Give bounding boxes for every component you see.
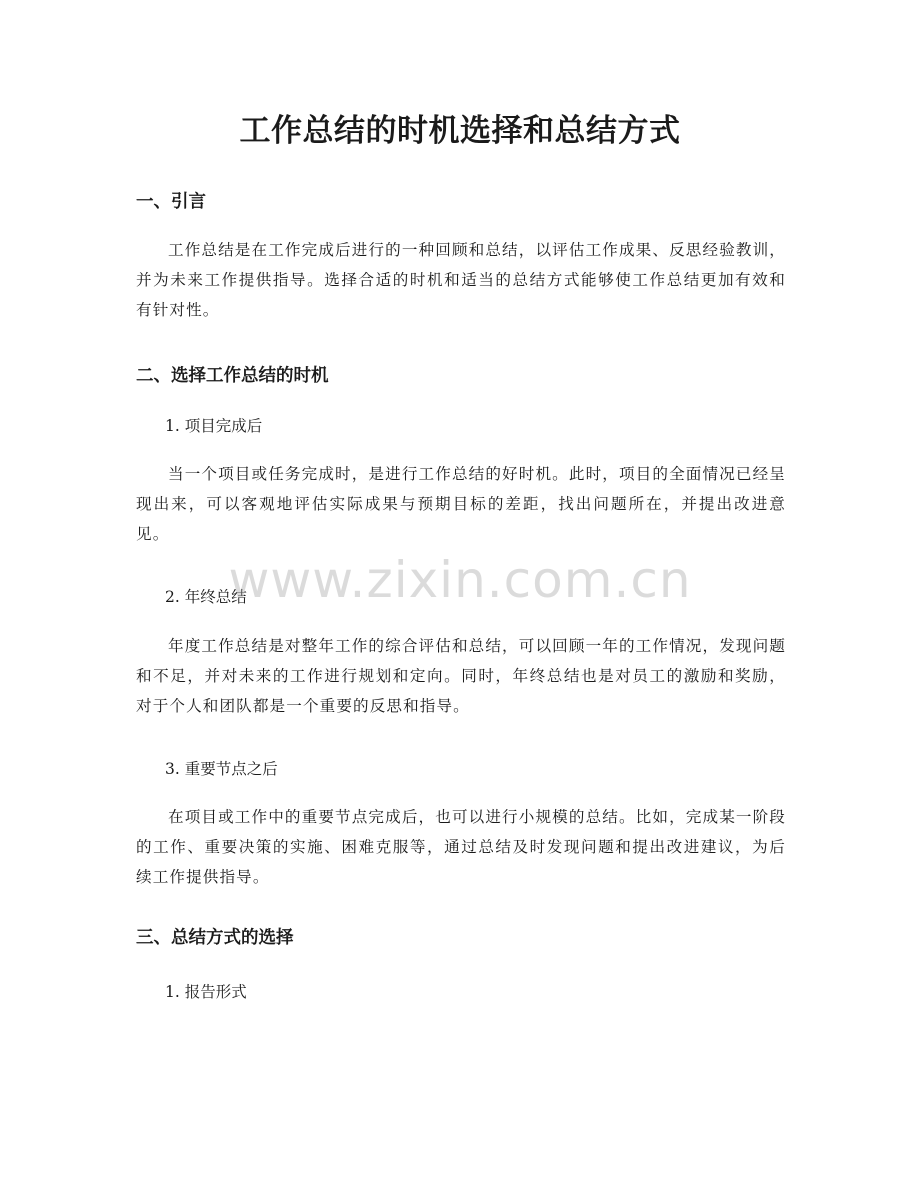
watermark: www.zixin.com.cn [228,551,692,609]
list-item-report-form: 1. 报告形式 [165,983,247,1001]
document-title: 工作总结的时机选择和总结方式 [239,113,681,149]
paragraph-year-end: 年度工作总结是对整年工作的综合评估和总结，可以回顾一年的工作情况，发现问题和不足，并对未来的工作进行规划和定向。同时，年终总结也是对员工的激励和奖励，对于个人和团队都是一个重要的反思和指导。 [136,637,786,715]
list-item-year-end: 2. 年终总结 [165,588,247,606]
list-item-milestone: 3. 重要节点之后 [165,760,278,778]
section-heading-timing: 二、选择工作总结的时机 [136,366,329,386]
paragraph-project-completion: 当一个项目或任务完成时，是进行工作总结的好时机。此时，项目的全面情况已经呈现出来，可以客观地评估实际成果与预期目标的差距，找出问题所在，并提出改进意见。 [136,465,786,543]
section-heading-methods: 三、总结方式的选择 [136,928,294,948]
list-item-project-completion: 1. 项目完成后 [165,417,263,435]
paragraph-milestone: 在项目或工作中的重要节点完成后，也可以进行小规模的总结。比如，完成某一阶段的工作、重要决策的实施、困难克服等，通过总结及时发现问题和提出改进建议，为后续工作提供指导。 [136,808,786,886]
paragraph-introduction: 工作总结是在工作完成后进行的一种回顾和总结，以评估工作成果、反思经验教训，并为未来工作提供指导。选择合适的时机和适当的总结方式能够使工作总结更加有效和有针对性。 [136,241,786,319]
section-heading-introduction: 一、引言 [136,192,206,212]
